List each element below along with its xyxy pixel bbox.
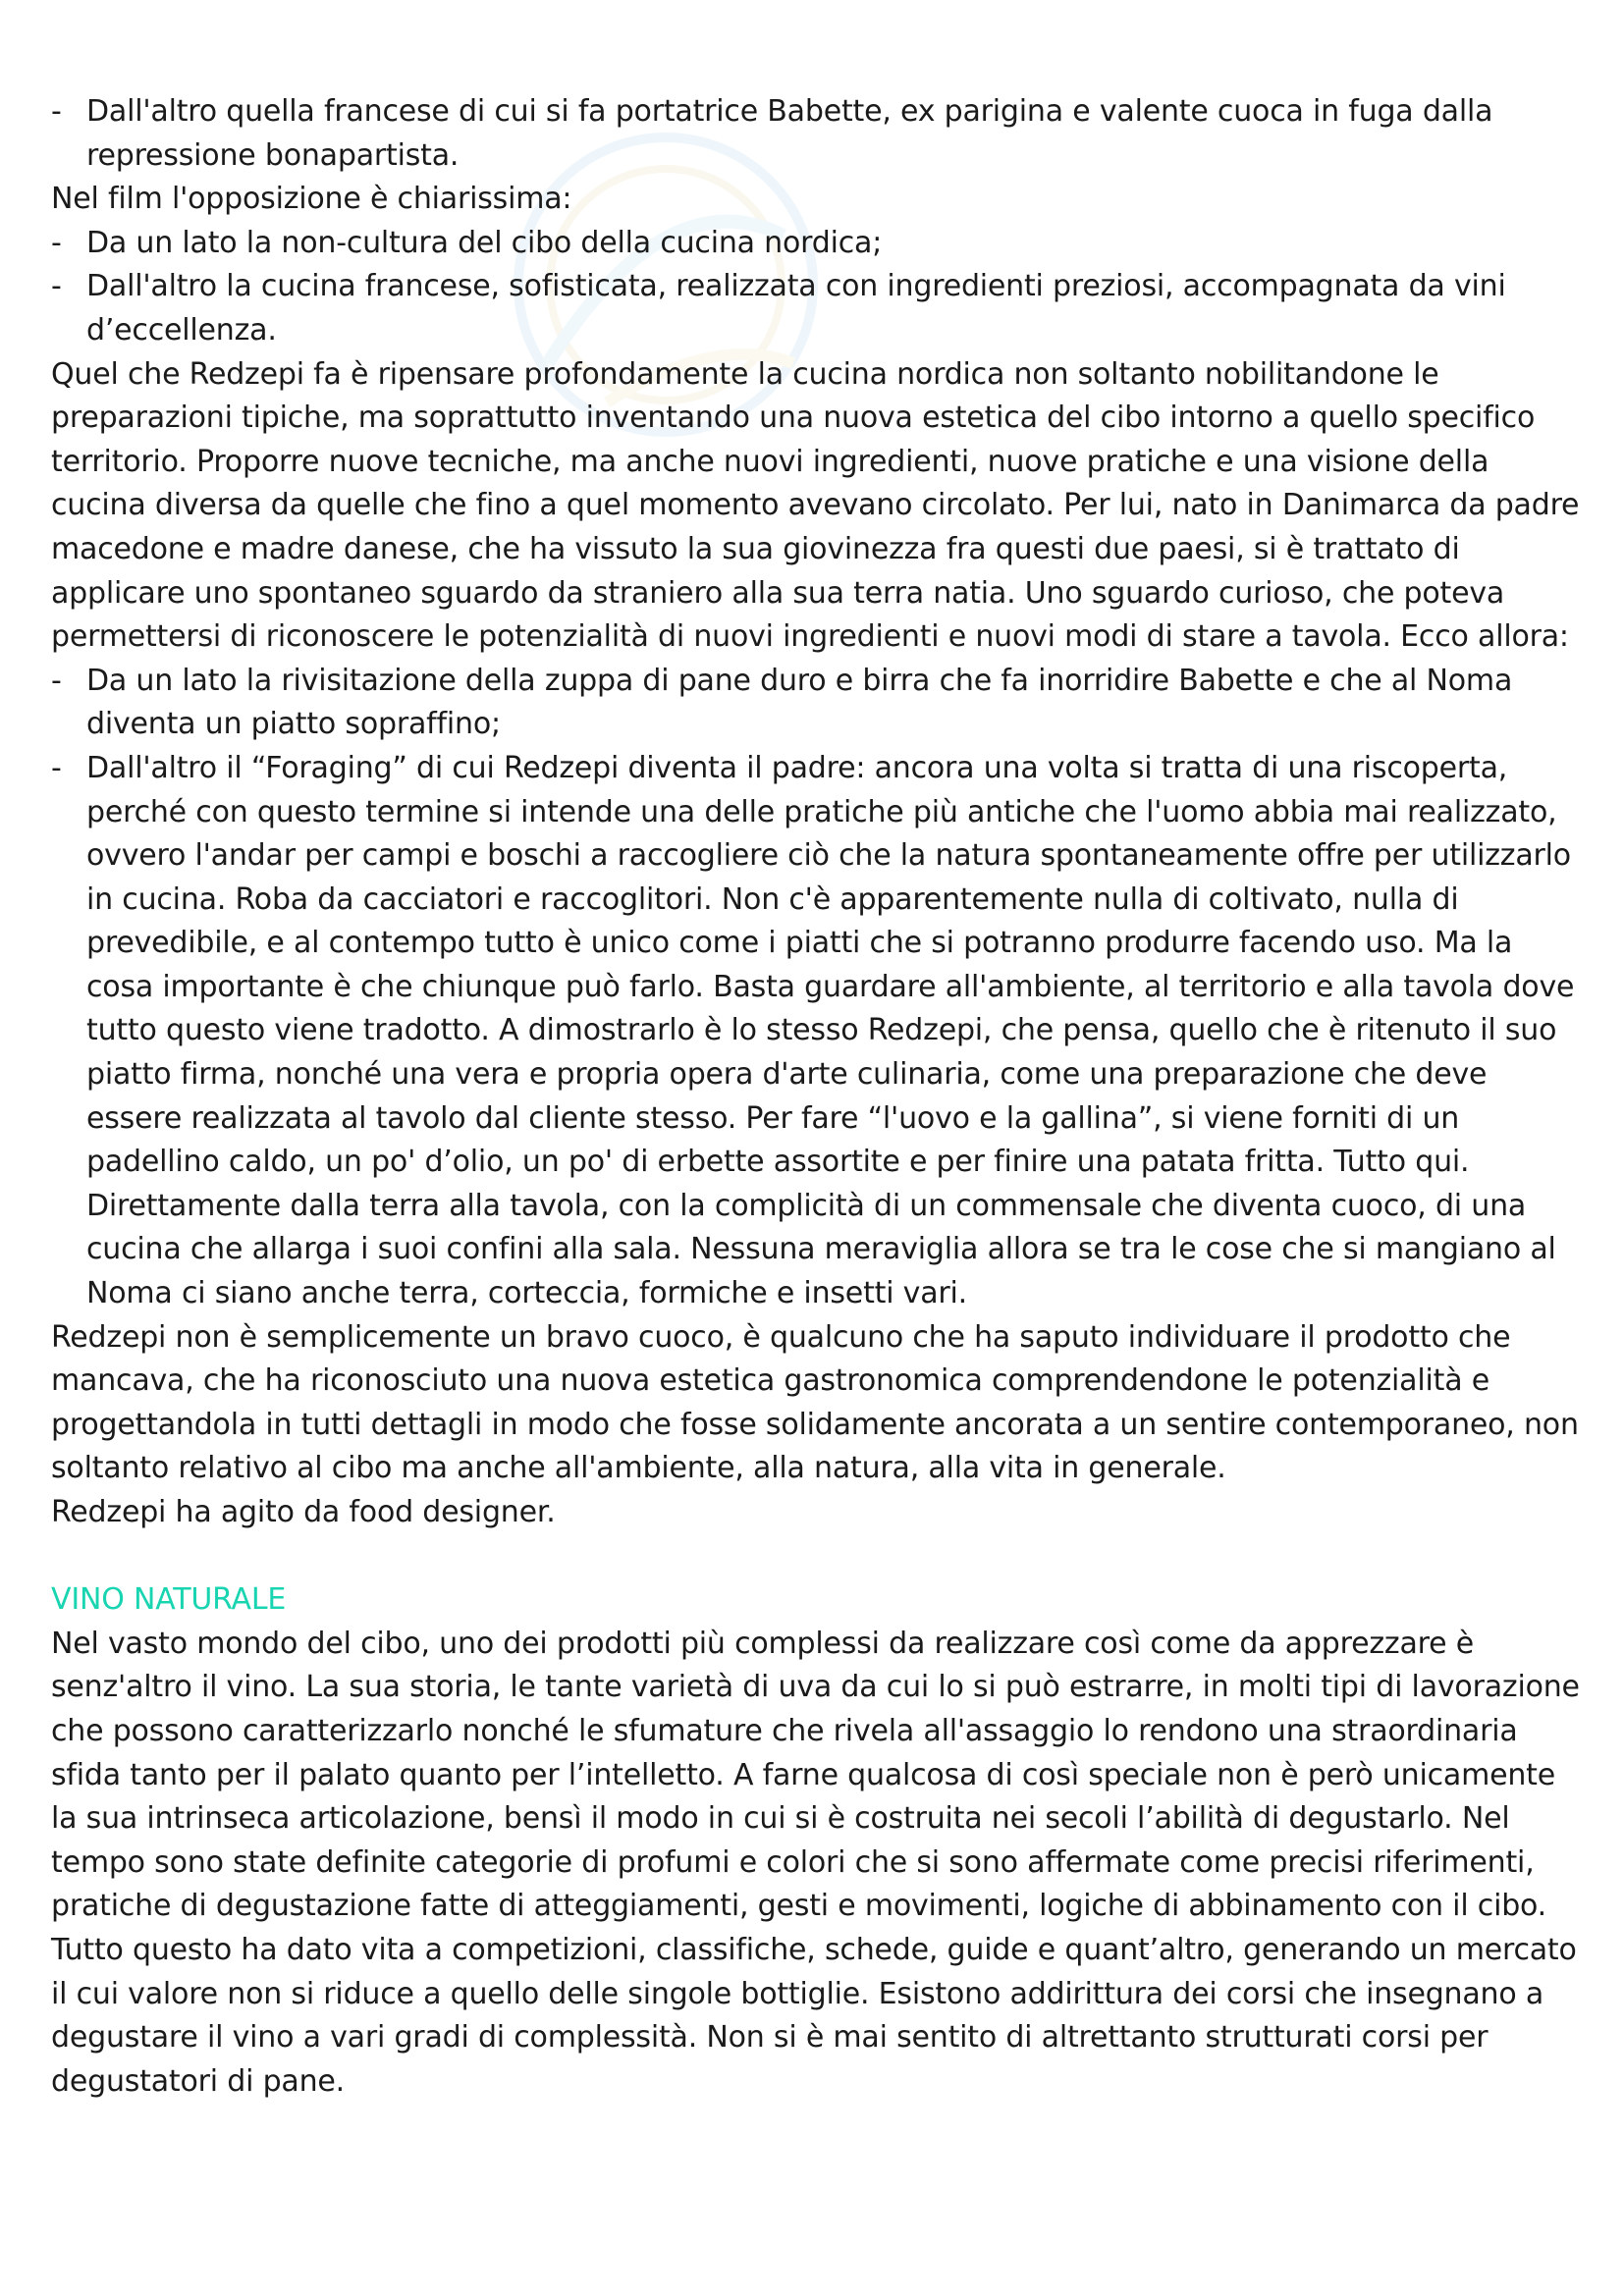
bullet-dash: - xyxy=(51,750,62,785)
list-item xyxy=(51,660,1583,747)
list-item-text: Da un lato la non-cultura del cibo della cucina nordica; xyxy=(86,225,883,260)
list-item xyxy=(51,90,1583,178)
paragraph-designer: Redzepi non è semplicemente un bravo cuoco, è qualcuno che ha saputo individuare il prodotto che mancava, che ha riconosciuto una nuova estetica gastronomica comprendendone le potenzialità e progettandola in tutti dettagli in modo che fosse solidamente ancorata a un sentire contemporaneo, non soltanto relativo al cibo ma anche all'ambiente, alla natura, alla vita in generale. xyxy=(51,1319,1579,1486)
list-item-text: Da un lato la rivisitazione della zuppa di pane duro e birra che fa inorridire Babette e che al Noma diventa un piatto sopraffino; xyxy=(86,663,1513,742)
bullet-dash: - xyxy=(51,225,62,260)
list-item xyxy=(51,265,1583,352)
paragraph-vino: Nel vasto mondo del cibo, uno dei prodotti più complessi da realizzare così come da apprezzare è senz'altro il vino. La sua storia, le tante varietà di uva da cui lo si può estrarre, in molti tipi di lavorazione che possono caratterizzarlo nonché le sfumature che rivela all'assaggio lo rendono una straordinaria sfida tanto per il palato quanto per l’intelletto. A farne qualcosa di così speciale non è però unicamente la sua intrinseca articolazione, bensì il modo in cui si è costruita nei secoli l’abilità di degustarlo. Nel tempo sono state definite categorie di profumi e colori che si sono affermate come precisi riferimenti, pratiche di degustazione fatte di atteggiamenti, gesti e movimenti, logiche di abbinamento con il cibo. Tutto questo ha dato vita a competizioni, classifiche, schede, guide e quant’altro, generando un mercato il cui valore non si riduce a quello delle singole bottiglie. Esistono addirittura dei corsi che insegnano a degustare il vino a vari gradi di complessità. Non si è mai sentito di altrettanto strutturati corsi per degustatori di pane. xyxy=(51,1626,1580,2099)
list-item xyxy=(51,747,1583,1316)
bullet-dash: - xyxy=(51,269,62,304)
paragraph-redzepi: Quel che Redzepi fa è ripensare profondamente la cucina nordica non soltanto nobilitandone le preparazioni tipiche, ma soprattutto inventando una nuova estetica del cibo intorno a quello specifico territorio. Proporre nuove tecniche, ma anche nuovi ingredienti, nuove pratiche e una visione della cucina diversa da quelle che fino a quel momento avevano circolato. Per lui, nato in Danimarca da padre macedone e madre danese, che ha vissuto la sua giovinezza fra questi due paesi, si è trattato di applicare uno spontaneo sguardo da straniero alla sua terra natia. Uno sguardo curioso, che poteva permettersi di riconoscere le potenzialità di nuovi ingredienti e nuovi modi di stare a tavola. Ecco allora: xyxy=(51,356,1580,655)
bullet-dash: - xyxy=(51,94,62,129)
list-item xyxy=(51,222,1583,266)
section-heading: VINO NATURALE xyxy=(51,1582,287,1618)
list-item-text: Dall'altro il “Foraging” di cui Redzepi diventa il padre: ancora una volta si tratta di una riscoperta, perché con questo termine si intende una delle pratiche più antiche che l'uomo abbia mai realizzato, ovvero l'andar per campi e boschi a raccogliere ciò che la natura spontaneamente offre per utilizzarlo in cucina. Roba da cacciatori e raccoglitori. Non c'è apparentemente nulla di coltivato, nulla di prevedibile, e al contempo tutto è unico come i piatti che si potranno produrre facendo uso. Ma la cosa importante è che chiunque può farlo. Basta guardare all'ambiente, al territorio e alla tavola dove tutto questo viene tradotto. A dimostrarlo è lo stesso Redzepi, che pensa, quello che è ritenuto il suo piatto firma, nonché una vera e propria opera d'arte culinaria, come una preparazione che deve essere realizzata al tavolo dal cliente stesso. Per fare “l'uovo e la gallina”, si viene forniti di un padellino caldo, un po' d’olio, un po' di erbette assortite e per finire una patata fritta. Tutto qui. Direttamente dalla terra alla tavola, con la complicità di un commensale che diventa cuoco, di una cucina che allarga i suoi confini alla sala. Nessuna meraviglia allora se tra le cose che si mangiano al Noma ci siano anche terra, corteccia, formiche e insetti vari. xyxy=(86,750,1575,1311)
bullet-dash: - xyxy=(51,663,62,698)
document-body xyxy=(51,90,1583,2104)
paragraph-film: Nel film l'opposizione è chiarissima: xyxy=(51,182,572,217)
paragraph-food-designer: Redzepi ha agito da food designer. xyxy=(51,1495,556,1529)
list-item-text: Dall'altro quella francese di cui si fa portatrice Babette, ex parigina e valente cuoca in fuga dalla repressione bonapartista. xyxy=(86,94,1493,173)
list-item-text: Dall'altro la cucina francese, sofisticata, realizzata con ingredienti preziosi, accompagnata da vini d’eccellenza. xyxy=(86,269,1506,347)
